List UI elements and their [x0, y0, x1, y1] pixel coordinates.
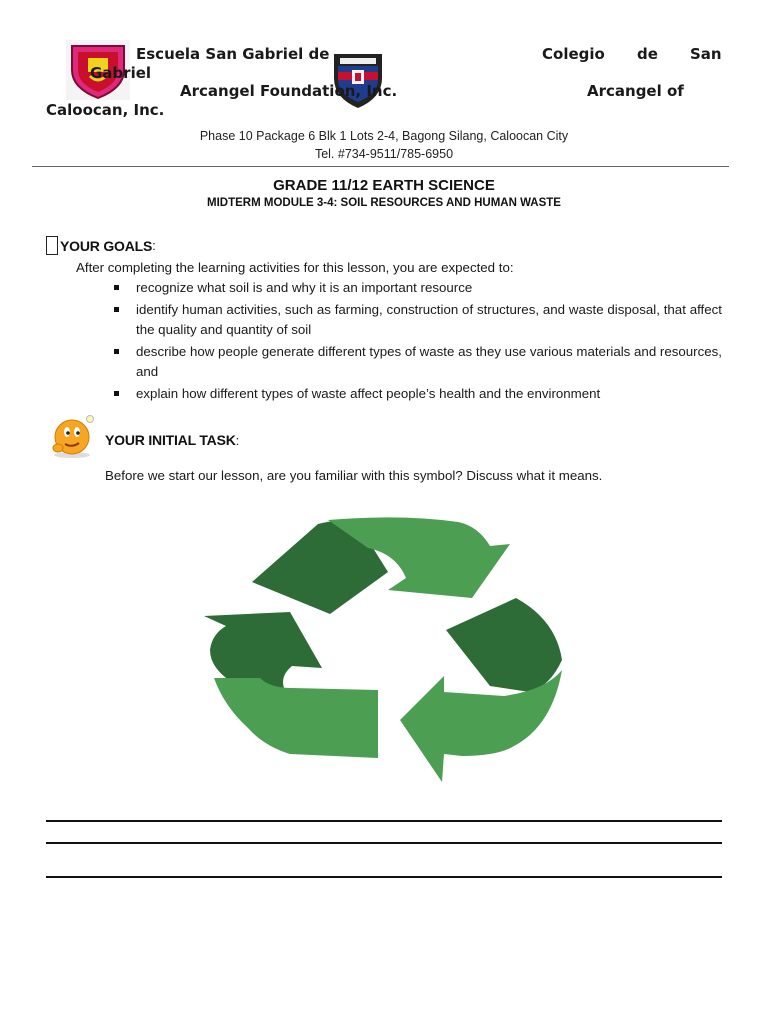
goals-heading-text: YOUR GOALS [60, 237, 153, 254]
school-name-right-word1: Colegio [542, 45, 605, 63]
goals-intro: After completing the learning activities for this lesson, you are expected to: [76, 260, 514, 275]
task-heading-text: YOUR INITIAL TASK [105, 432, 236, 448]
course-title: GRADE 11/12 EARTH SCIENCE [273, 177, 495, 194]
bullet-icon [114, 391, 119, 396]
school-name-left-line1: Escuela San Gabriel de [136, 45, 330, 63]
answer-line-2[interactable] [46, 842, 722, 844]
answer-line-3[interactable] [46, 876, 722, 878]
list-item: identify human activities, such as farming, construction of structures, and waste disposal, that affect the quality and quantity of soil [112, 300, 722, 340]
school-name-left-line2: Arcangel Foundation, Inc. [180, 82, 398, 100]
school-name-right-line2: Arcangel of [587, 82, 684, 100]
school-logo-right [330, 50, 386, 110]
school-name-right-word3: San [690, 45, 722, 63]
bullet-icon [114, 349, 119, 354]
task-heading [105, 432, 239, 450]
header-divider [32, 166, 729, 167]
school-address: Phase 10 Package 6 Blk 1 Lots 2-4, Bagong Silang, Caloocan City [199, 129, 569, 143]
school-name-left-wrap: Gabriel [90, 64, 152, 82]
task-prompt: Before we start our lesson, are you familiar with this symbol? Discuss what it means. [105, 468, 603, 483]
goals-heading [46, 236, 156, 255]
goals-heading-colon: : [152, 238, 156, 253]
bullet-icon [114, 285, 119, 290]
bullet-icon [114, 307, 119, 312]
checkbox-icon [46, 236, 58, 255]
school-name-right-word2: de [637, 45, 658, 63]
school-name-line3: Caloocan, Inc. [46, 101, 165, 119]
thinking-face-icon [46, 412, 98, 460]
task-heading-colon: : [235, 433, 240, 448]
list-item: explain how different types of waste affect people’s health and the environment [112, 384, 722, 404]
recycle-icon [200, 510, 570, 790]
module-title: MIDTERM MODULE 3-4: SOIL RESOURCES AND HUMAN WASTE [207, 197, 561, 209]
list-item: describe how people generate different types of waste as they use various materials and resources, and [112, 342, 722, 382]
list-item: recognize what soil is and why it is an important resource [112, 278, 722, 298]
school-telephone: Tel. #734-9511/785-6950 [314, 147, 454, 161]
goals-list [112, 278, 722, 406]
answer-line-1[interactable] [46, 820, 722, 822]
